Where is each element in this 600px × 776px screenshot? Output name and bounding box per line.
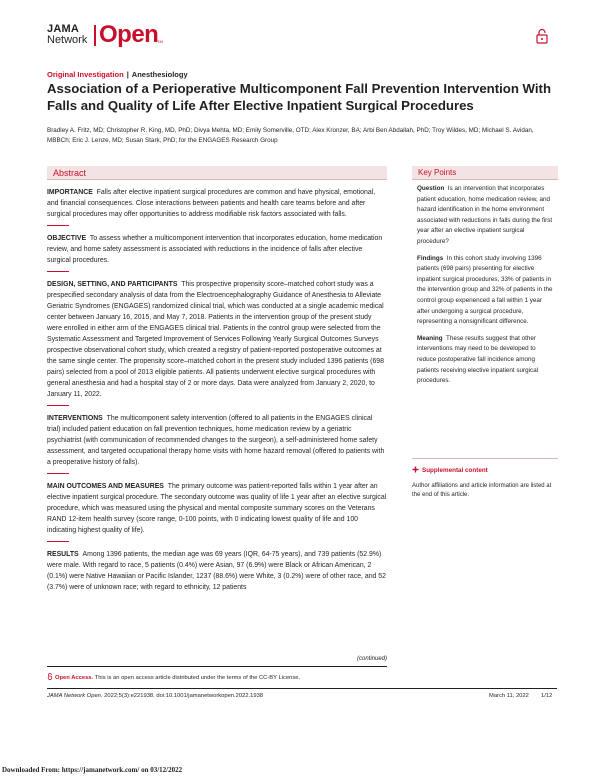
jama-network-open-logo (47, 23, 177, 53)
logo-jama-text: JAMA (47, 23, 79, 35)
breadcrumb-separator: | (126, 70, 129, 79)
section-divider (47, 541, 69, 542)
supplemental-content-link[interactable] (412, 466, 488, 474)
logo-network-text: Network (47, 34, 88, 46)
abstract-body (47, 187, 387, 593)
key-points-divider (412, 458, 558, 459)
question-label: Question (417, 185, 445, 192)
affiliations-note: Author affiliations and article information are listed at the end of this article. (412, 483, 552, 498)
importance-label: IMPORTANCE (47, 189, 93, 196)
key-points-body (417, 184, 553, 393)
plus-icon (412, 466, 419, 473)
abstract-importance (47, 187, 387, 220)
logo-trademark: TM (157, 39, 163, 44)
footer-citation (47, 693, 263, 699)
download-stamp: Downloaded From: https://jamanetwork.com/ on 03/12/2022 (2, 766, 183, 774)
footer-date: March 11, 2022 (489, 693, 529, 699)
interventions-label: INTERVENTIONS (47, 415, 103, 422)
article-breadcrumb (47, 70, 188, 79)
open-access-icon (47, 673, 53, 680)
open-lock-icon (536, 28, 548, 44)
abstract-heading: Abstract (47, 166, 387, 180)
objective-text: To assess whether a multicomponent intervention that incorporates education, home medication review, and home safety assessment is associated with reductions in the incidence of falls after elective surgical procedures. (47, 235, 383, 264)
outcomes-label: MAIN OUTCOMES AND MEASURES (47, 483, 164, 490)
key-point-findings (417, 254, 553, 328)
results-text: Among 1396 patients, the median age was 69 years (IQR, 64-75 years), and 739 patients (52.9%) were male. With regard to race, 5 patients (0.4%) were Asian, 97 (6.9%) were Black or African American, 2 (0.1%) were Native Hawaiian or Pacific Islander, 1237 (88.6%) were White, 3 (0.2%) were of other race, and 52 (3.7%) were of unknown race; with regard to ethnicity, 12 patients (47, 551, 386, 591)
continued-note: (continued) (357, 656, 388, 662)
interventions-text: The multicomponent safety intervention (offered to all patients in the ENGAGES clinical trial) included patient education on fall prevention techniques, home medication review by a geriatric psychiatrist (with communication of recommended changes to the surgeon), a self-administered home safety assessment, and targeted occupational therapy home visits with home hazard removal (offered to patients with a preoperative history of falls). (47, 415, 385, 466)
abstract-objective (47, 233, 387, 266)
open-access-label[interactable]: Open Access. (55, 675, 94, 681)
abstract-bottom-rule (47, 666, 387, 667)
logo-divider (94, 25, 96, 46)
abstract-design (47, 279, 387, 400)
abstract-interventions (47, 413, 387, 468)
key-point-meaning (417, 334, 553, 387)
section-divider (47, 405, 69, 406)
abstract-outcomes (47, 481, 387, 536)
key-point-question (417, 184, 553, 248)
section-divider (47, 473, 69, 474)
open-access-text: This is an open access article distributed under the terms of the CC-BY License. (94, 675, 301, 681)
article-type[interactable]: Original Investigation (47, 70, 124, 79)
footer-citation-text[interactable]: 2022;5(3):e221938. doi:10.1001/jamanetworkopen.2022.1938 (104, 693, 264, 699)
footer-page-number: 1/12 (541, 693, 553, 699)
section-divider (47, 271, 69, 272)
design-text: This prospective propensity score–matched cohort study was a prespecified secondary analysis of data from the Electroencephalography Guidance of Anesthesia to Alleviate Geriatric Syndromes (ENGAGES) randomized clinical trial, which was conducted at a single academic medical center between January 16, 2015, and May 7, 2018. Patients in the intervention group of the present study were enrolled in either arm of the ENGAGES clinical trial. Patients in the control group were selected from the Systematic Assessment and Targeted Improvement of Services Following Yearly Surgical Outcomes Surveys prospective observational cohort study, which created a registry of patient-reported postoperative outcomes at the same single center. The propensity score–matched cohort in the present study included 1396 patients (698 pairs) selected from a pool of 2013 eligible patients. All patients underwent elective surgical procedures with general anesthesia and had a hospital stay of 2 or more days. Data were analyzed from January 2, 2020, to January 11, 2022. (47, 281, 384, 398)
logo-open-text: Open (99, 21, 159, 48)
results-label: RESULTS (47, 551, 79, 558)
meaning-text: These results suggest that other interventions may need to be developed to reduce postoperative fall incidence among patients receiving elective inpatient surgical procedures. (417, 334, 539, 385)
question-text: Is an intervention that incorporates patient education, home medication review, and hazard identification in the home environment associated with reductions in falls during the first year after an elective inpatient surgical procedure? (417, 185, 553, 245)
footer-journal: JAMA Network Open. (47, 693, 103, 699)
importance-text: Falls after elective inpatient surgical procedures are common and have physical, emotional, and financial consequences. Close interactions between patients and health care teams before and after surgical procedures may offer opportunities to address modifiable risk factors associated with falls. (47, 189, 376, 218)
open-access-notice (47, 673, 300, 681)
objective-label: OBJECTIVE (47, 235, 87, 242)
findings-text: In this cohort study involving 1396 patients (698 pairs) presenting for elective inpatient surgical procedures, 33% of patients in the intervention group and 32% of patients in the control group experienced a fall within 1 year after undergoing a surgical procedure, representing a nonsignificant difference. (417, 254, 553, 326)
meaning-label: Meaning (417, 334, 443, 342)
key-points-heading: Key Points (412, 166, 558, 180)
abstract-results (47, 549, 387, 593)
article-title: Association of a Perioperative Multicomponent Fall Prevention Intervention With Falls and Quality of Life After Elective Inpatient Surgical Procedures (47, 81, 552, 113)
outcomes-text: The primary outcome was patient-reported falls within 1 year after an elective inpatient surgical procedure. The secondary outcome was quality of life 1 year after an elective surgical procedure, which was measured using the physical and mental composite summary scores on the Veterans RAND 12-item health survey (score range, 0-100 points, with 0 indicating lowest quality of life and 100 indicating highest quality of life). (47, 483, 387, 534)
footer-rule (47, 688, 557, 689)
design-label: DESIGN, SETTING, AND PARTICIPANTS (47, 281, 178, 288)
supplemental-label: Supplemental content (422, 467, 488, 474)
article-subject[interactable]: Anesthesiology (131, 70, 188, 79)
findings-label: Findings (417, 254, 444, 262)
section-divider (47, 225, 69, 226)
author-list: Bradley A. Fritz, MD; Christopher R. King, MD, PhD; Divya Mehta, MD; Emily Somerville, OTD; Alex Kronzer, BA; Arbi Ben Abdallah, PhD; Troy Wildes, MD; Michael S. Avidan, MBBCh; Eric J. Lenze, MD; Susan Stark, PhD; for the ENGAGES Research Group (47, 127, 534, 144)
